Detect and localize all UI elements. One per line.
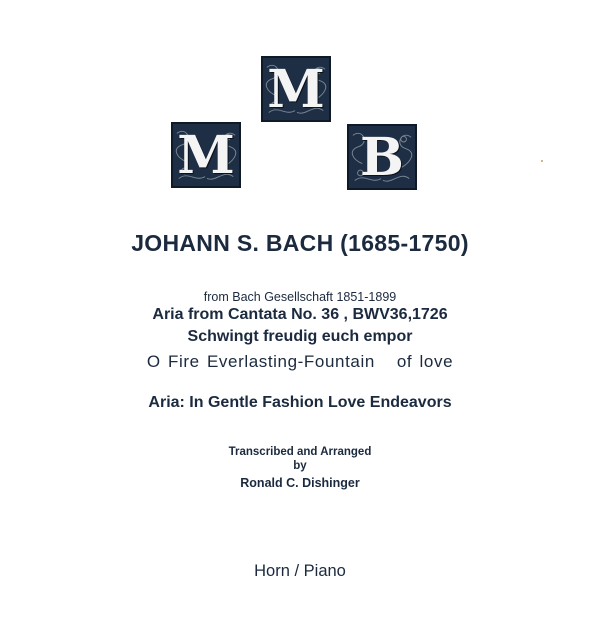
composer-heading: JOHANN S. BACH (1685-1750) bbox=[131, 230, 469, 256]
english-title: O Fire Everlasting-Fountain of love bbox=[146, 352, 454, 371]
monogram-letter: B bbox=[360, 126, 404, 188]
source-line: from Bach Gesellschaft 1851-1899 bbox=[203, 290, 397, 304]
aria-subtitle: Aria: In Gentle Fashion Love Endeavors bbox=[148, 394, 452, 411]
credit-transcribed: Transcribed and Arranged bbox=[228, 446, 372, 458]
credit-by: by bbox=[293, 460, 307, 472]
monogram-right-block bbox=[347, 124, 417, 190]
instrumentation: Horn / Piano bbox=[254, 562, 346, 580]
monogram-top-block bbox=[261, 56, 331, 122]
monogram-letter: M bbox=[177, 124, 235, 186]
monogram-left-block bbox=[171, 122, 241, 188]
credit-arranger-name: Ronald C. Dishinger bbox=[240, 476, 360, 490]
aria-title: Aria from Cantata No. 36 , BWV36,1726 bbox=[152, 306, 448, 323]
monogram-letter: M bbox=[267, 58, 325, 120]
german-title: Schwingt freudig euch empor bbox=[187, 328, 413, 345]
paper-speck bbox=[541, 160, 543, 162]
